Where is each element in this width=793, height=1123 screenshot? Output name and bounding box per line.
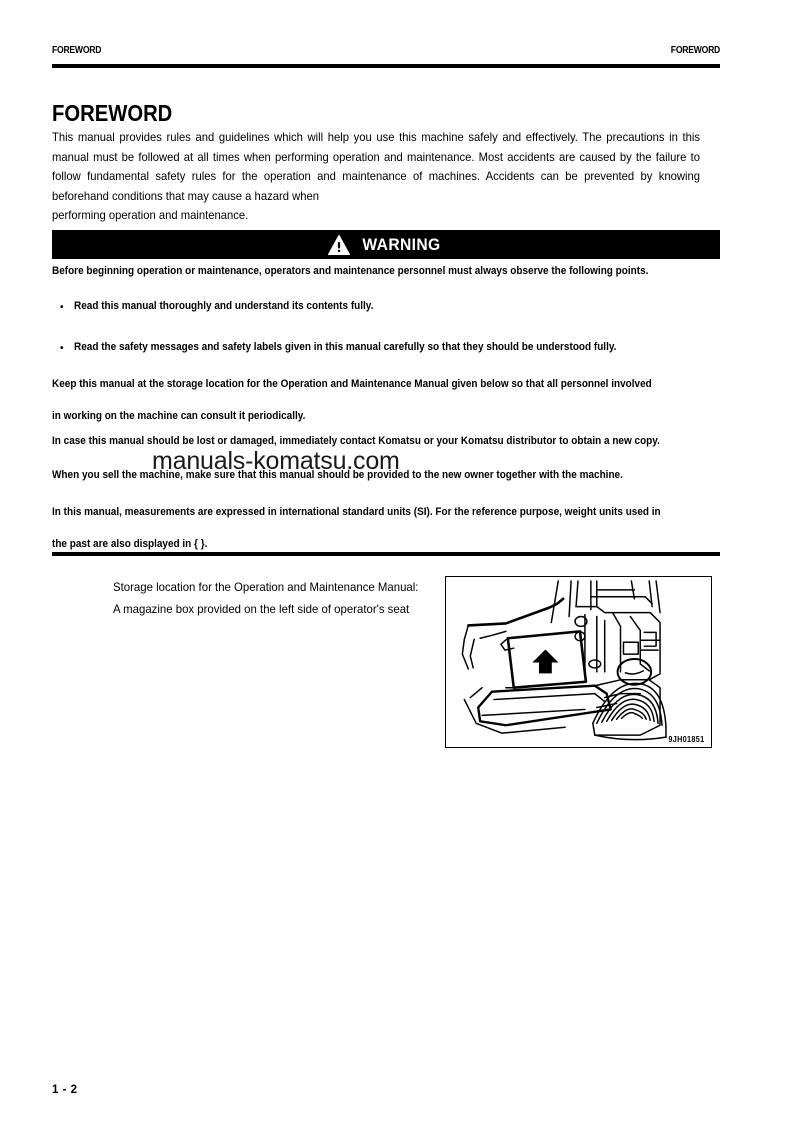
intro-paragraph-main: This manual provides rules and guidelines which will help you use this machine safely and effectively. The precautions in this manual must be followed at all times when performing operation and maintenance. Most accidents are caused by the failure to follow fundamental safety rules for the operation and maintenance of machines. Accidents can be prevented by knowing beforehand conditions that may cause a hazard when bbox=[52, 131, 700, 203]
intro-paragraph bbox=[52, 128, 700, 226]
running-header-right: FOREWORD bbox=[670, 44, 720, 56]
site-watermark: manuals-komatsu.com bbox=[152, 447, 400, 475]
body-paragraph-units bbox=[52, 506, 793, 550]
body-paragraph-units-line2: the past are also displayed in { }. bbox=[52, 537, 208, 550]
units-si-bold: (SI) bbox=[413, 506, 430, 518]
storage-location-line1: Storage location for the Operation and Maintenance Manual: bbox=[113, 580, 419, 594]
running-header bbox=[52, 44, 720, 66]
section-divider bbox=[52, 552, 720, 556]
warning-triangle-icon bbox=[328, 235, 350, 255]
body-paragraph-storage-line2: in working on the machine can consult it periodically. bbox=[52, 409, 306, 422]
list-item bbox=[60, 341, 793, 382]
body-paragraph-storage-line1: Keep this manual at the storage location for the Operation and Maintenance Manual given below so that all personnel involved bbox=[52, 378, 652, 390]
units-text-pre: In this manual, measurements are expressed in international standard units bbox=[52, 506, 414, 518]
bullet-marker-icon: • bbox=[60, 302, 64, 313]
body-paragraph-sell-machine: When you sell the machine, make sure that this manual should be provided to the new owner together with the machine. bbox=[52, 469, 623, 481]
storage-location-figure bbox=[445, 576, 712, 748]
figure-code: 9JH01851 bbox=[667, 734, 704, 744]
bullet-marker-icon: • bbox=[60, 343, 64, 354]
body-paragraph-storage bbox=[52, 378, 793, 422]
header-rule bbox=[52, 64, 720, 68]
warning-banner-inner bbox=[328, 235, 444, 255]
safety-bullet-list bbox=[60, 300, 793, 382]
units-text-post: . For the reference purpose, weight units used in bbox=[429, 506, 661, 518]
list-item-label: Read this manual thoroughly and understand its contents fully. bbox=[74, 300, 374, 312]
body-paragraph-units-line1 bbox=[52, 506, 723, 518]
warning-subtitle: Before beginning operation or maintenance, operators and maintenance personnel must always observe the following points. bbox=[52, 265, 649, 277]
storage-location-line2: A magazine box provided on the left side of operator's seat bbox=[113, 602, 410, 616]
warning-label: WARNING bbox=[362, 234, 441, 254]
storage-location-text bbox=[113, 576, 418, 620]
list-item bbox=[60, 300, 793, 341]
body-paragraph-lost-damaged: In case this manual should be lost or damaged, immediately contact Komatsu or your Komatsu distributor to obtain a new copy. bbox=[52, 435, 660, 447]
list-item-label: Read the safety messages and safety labels given in this manual carefully so that they should be understood fully. bbox=[74, 341, 617, 353]
page-title: FOREWORD bbox=[52, 100, 173, 126]
page-number: 1 - 2 bbox=[52, 1084, 78, 1096]
intro-paragraph-tail: performing operation and maintenance. bbox=[52, 209, 249, 223]
warning-banner bbox=[52, 230, 720, 259]
running-header-left: FOREWORD bbox=[52, 44, 102, 56]
